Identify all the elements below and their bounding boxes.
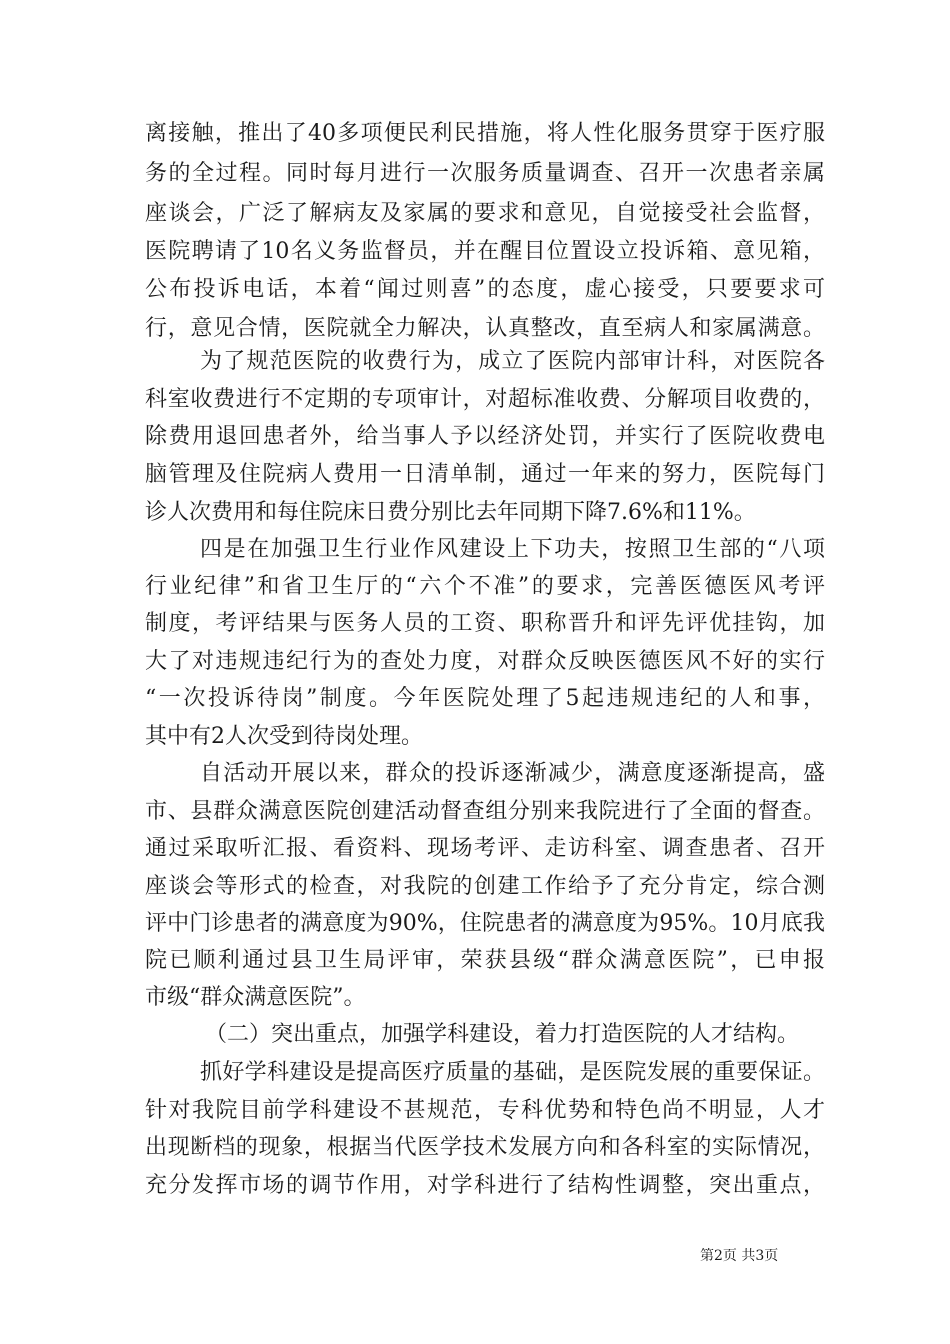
text-line: 诊人次费用和每住院床日费分别比去年同期下降7.6%和11%。 — [145, 500, 756, 525]
text-line: 评中门诊患者的满意度为90%，住院患者的满意度为95%。10月底我 — [145, 911, 825, 936]
text-line: 其中有2人次受到待岗处理。 — [145, 724, 423, 749]
text-line: 科室收费进行不定期的专项审计，对超标准收费、分解项目收费的， — [145, 387, 825, 412]
text-line: 出现断档的现象，根据当代医学技术发展方向和各科室的实际情况， — [145, 1135, 825, 1160]
text-line: 大了对违规违纪行为的查处力度，对群众反映医德医风不好的实行 — [145, 649, 825, 674]
text-line: 座谈会，广泛了解病友及家属的要求和意见，自觉接受社会监督， — [145, 201, 825, 226]
paragraph-first-line: 抓好学科建设是提高医疗质量的基础，是医院发展的重要保证。 — [200, 1060, 825, 1085]
text-line: 充分发挥市场的调节作用，对学科进行了结构性调整，突出重点， — [145, 1173, 825, 1198]
text-line: 离接触，推出了40多项便民利民措施，将人性化服务贯穿于医疗服 — [145, 121, 825, 146]
text-line: 脑管理及住院病人费用一日清单制，通过一年来的努力，医院每门 — [145, 462, 825, 487]
text-line: 务的全过程。同时每月进行一次服务质量调查、召开一次患者亲属 — [145, 161, 825, 186]
text-line: 除费用退回患者外，给当事人予以经济处罚，并实行了医院收费电 — [145, 424, 825, 449]
text-line: 院已顺利通过县卫生局评审，荣获县级“群众满意医院”，已申报 — [145, 948, 825, 973]
text-line: 公布投诉电话，本着“闻过则喜”的态度，虚心接受，只要要求可 — [145, 277, 825, 302]
section-heading: （二）突出重点，加强学科建设，着力打造医院的人才结构。 — [205, 1022, 800, 1047]
text-line: “一次投诉待岗”制度。今年医院处理了5起违规违纪的人和事， — [145, 686, 825, 711]
text-line: 行业纪律”和省卫生厅的“六个不准”的要求，完善医德医风考评 — [145, 574, 825, 599]
text-line: 市、县群众满意医院创建活动督查组分别来我院进行了全面的督查。 — [145, 799, 825, 824]
page-number-footer: 第2页 共3页 — [700, 1248, 779, 1264]
text-line: 行，意见合情，医院就全力解决，认真整改，直至病人和家属满意。 — [145, 316, 825, 341]
paragraph-first-line: 为了规范医院的收费行为，成立了医院内部审计科，对医院各 — [200, 349, 825, 374]
text-line: 通过采取听汇报、看资料、现场考评、走访科室、调查患者、召开 — [145, 836, 825, 861]
paragraph-first-line: 四是在加强卫生行业作风建设上下功夫，按照卫生部的“八项 — [200, 537, 825, 562]
text-line: 市级“群众满意医院”。 — [145, 985, 366, 1010]
text-line: 制度，考评结果与医务人员的工资、职称晋升和评先评优挂钩，加 — [145, 611, 825, 636]
text-line: 医院聘请了10名义务监督员，并在醒目位置设立投诉箱、意见箱， — [145, 239, 825, 264]
text-line: 座谈会等形式的检查，对我院的创建工作给予了充分肯定，综合测 — [145, 874, 825, 899]
paragraph-first-line: 自活动开展以来，群众的投诉逐渐减少，满意度逐渐提高，盛 — [200, 761, 825, 786]
text-line: 针对我院目前学科建设不甚规范，专科优势和特色尚不明显，人才 — [145, 1098, 825, 1123]
